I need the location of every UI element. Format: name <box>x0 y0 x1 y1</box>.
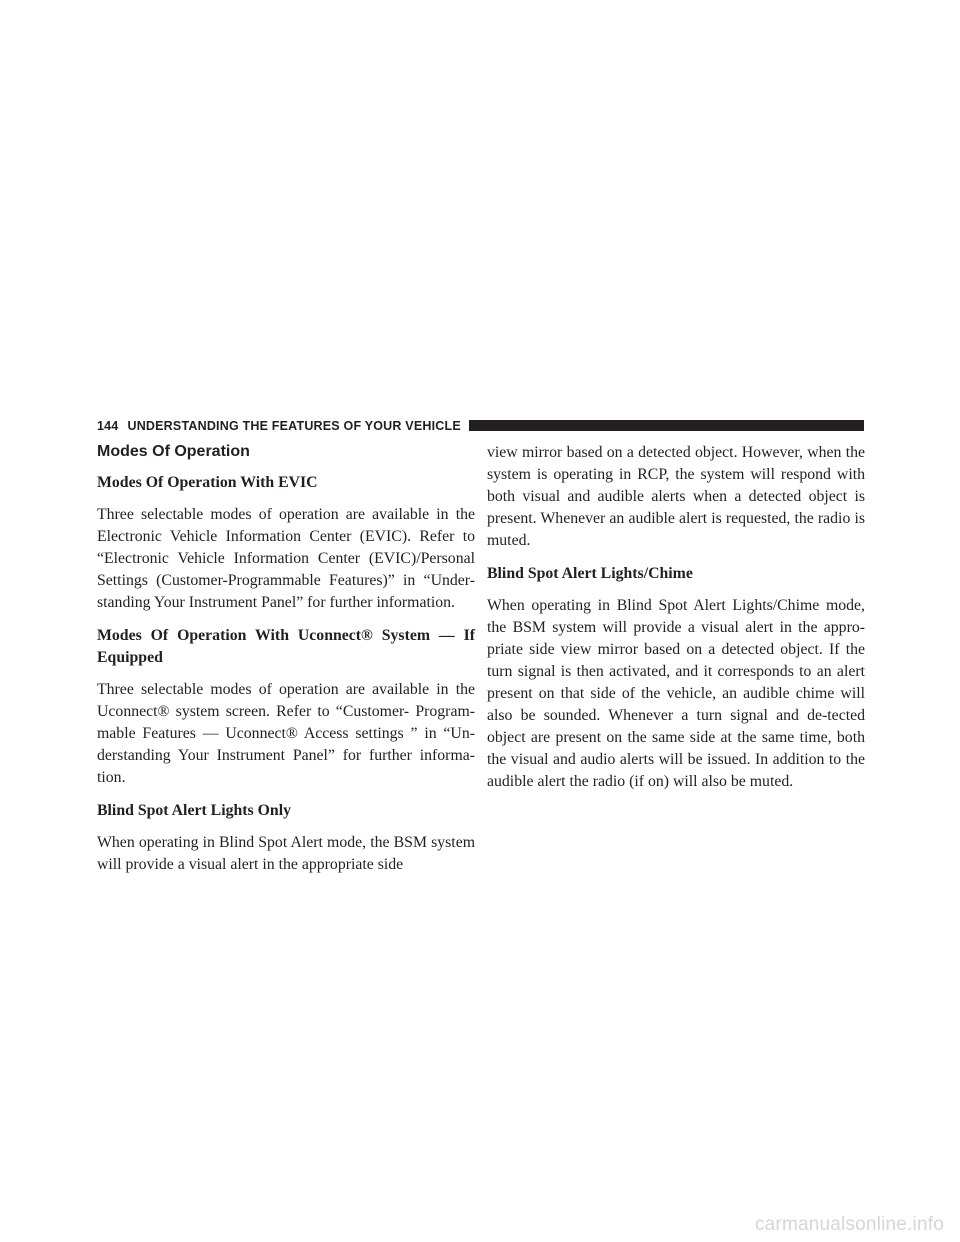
subheading-lights-only: Blind Spot Alert Lights Only <box>97 802 291 819</box>
paragraph-uconnect: Three selectable modes of operation are available in the Uconnect® system screen. Refer to “Customer- Program-mable Features — Uconnect® Access settings ” in “Un-derstanding Your Instrument Panel” for further informa-tion. <box>97 681 475 786</box>
page-number: 144 <box>97 418 119 433</box>
header-rule <box>469 420 864 431</box>
subheading-uconnect: Modes Of Operation With Uconnect® System — If Equipped <box>97 627 475 666</box>
section-heading: Modes Of Operation <box>97 443 250 460</box>
subheading-evic: Modes Of Operation With EVIC <box>97 474 318 491</box>
paragraph-continued: view mirror based on a detected object. However, when the system is operating in RCP, the system will respond with both visual and audible alerts when a detected object is present. Whenever an audible alert is requested, the radio is muted. <box>487 444 865 549</box>
paragraph-evic: Three selectable modes of operation are available in the Electronic Vehicle Information Center (EVIC). Refer to “Electronic Vehicle Information Center (EVIC)/Personal Settings (Customer-Programmable Features)” in “Under-standing Your Instrument Panel” for further information. <box>97 506 475 611</box>
subheading-lights-chime: Blind Spot Alert Lights/Chime <box>487 565 693 582</box>
right-column <box>487 442 865 804</box>
watermark: carmanualsonline.info <box>754 1214 944 1235</box>
paragraph-lights-only: When operating in Blind Spot Alert mode, the BSM system will provide a visual alert in the appropriate side <box>97 834 475 873</box>
running-section-title: UNDERSTANDING THE FEATURES OF YOUR VEHICLE <box>127 418 461 433</box>
page-header <box>97 416 864 435</box>
paragraph-lights-chime: When operating in Blind Spot Alert Lights/Chime mode, the BSM system will provide a visual alert in the appro-priate side view mirror based on a detected object. If the turn signal is then activated, and it corresponds to an alert present on that side of the vehicle, an audible chime will also be sounded. Whenever a turn signal and de-tected object are present on the same side at the same time, both the visual and audio alerts will be issued. In addition to the audible alert the radio (if on) will also be muted. <box>487 597 865 790</box>
left-column <box>97 442 475 887</box>
